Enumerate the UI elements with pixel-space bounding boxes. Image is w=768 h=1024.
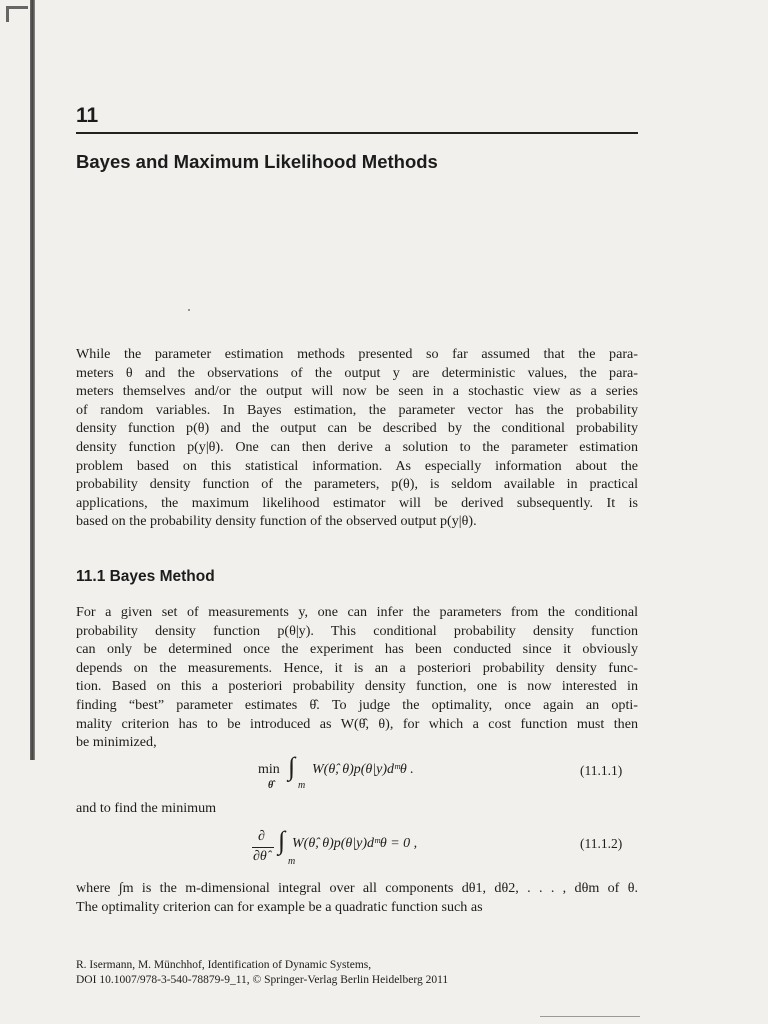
text-line: of random variables. In Bayes estimation, the parameter vector has the probability xyxy=(76,401,638,418)
partial-numerator: ∂ xyxy=(258,829,265,844)
text-line: The optimality criterion can for example be a quadratic function such as xyxy=(76,898,483,915)
chapter-number: 11 xyxy=(76,104,99,127)
text-line: While the parameter estimation methods presented so far assumed that the para- xyxy=(76,346,638,362)
min-subscript: θ̂ xyxy=(268,780,274,791)
footer-line: DOI 10.1007/978-3-540-78879-9_11, © Springer-Verlag Berlin Heidelberg 2011 xyxy=(76,974,449,986)
text-line: and to find the minimum xyxy=(76,800,217,816)
integral-subscript: m xyxy=(298,780,306,791)
equation-body: W(θ̂, θ)p(θ|y)dᵐθ . xyxy=(312,762,414,777)
text-line: density function p(y|θ). One can then derive a solution to the parameter estimation xyxy=(76,438,638,455)
text-line: mality criterion has to be introduced as W(θ̂, θ), for which a cost function must then xyxy=(76,715,638,732)
partial-denominator: ∂θ̂ xyxy=(253,849,267,864)
scan-speck xyxy=(188,309,190,311)
text-line: density function p(θ) and the output can be described by the conditional probability xyxy=(76,420,638,437)
equation-number: (11.1.2) xyxy=(580,836,623,851)
integral-sign: ∫ xyxy=(288,752,296,781)
scan-edge-line xyxy=(540,1016,640,1017)
chapter-title: Bayes and Maximum Likelihood Methods xyxy=(76,151,438,172)
text-line: be minimized, xyxy=(76,734,157,751)
equation-body: W(θ̂, θ)p(θ|y)dᵐθ = 0 , xyxy=(292,836,418,851)
book-spine-shadow xyxy=(30,0,35,760)
text-line: applications, the maximum likelihood estimator will be derived subsequently. It is xyxy=(76,494,638,511)
scan-corner-mark xyxy=(6,6,28,9)
integral-subscript: m xyxy=(288,856,296,867)
footer-line: R. Isermann, M. Münchhof, Identification of Dynamic Systems, xyxy=(76,959,372,971)
text-line: meters θ and the observations of the output y are deterministic values, the para- xyxy=(76,364,638,381)
min-operator: min xyxy=(258,762,280,777)
text-line: For a given set of measurements y, one can infer the parameters from the conditional xyxy=(76,604,638,620)
text-line: finding “best” parameter estimates θ̂. To judge the optimality, once again an opti- xyxy=(76,696,638,713)
intro-paragraph xyxy=(76,345,638,531)
section-paragraph xyxy=(76,603,638,752)
text-line: depends on the measurements. Hence, it is an a posteriori probability density func- xyxy=(76,659,638,676)
closing-paragraph xyxy=(76,879,638,916)
integral-sign: ∫ xyxy=(278,826,286,855)
section-heading: 11.1 Bayes Method xyxy=(76,568,215,585)
text-line: probability density function of the parameters, p(θ), is seldom available in practical xyxy=(76,476,638,493)
chapter-rule xyxy=(76,132,638,134)
text-line: tion. Based on this a posteriori probability density function, one is now interested in xyxy=(76,678,638,695)
fraction-bar xyxy=(252,847,274,848)
text-line: meters themselves and/or the output will now be seen in a stochastic view as a series xyxy=(76,383,638,400)
equation-number: (11.1.1) xyxy=(580,763,623,778)
citation-footer xyxy=(76,958,448,988)
text-line: can only be determined once the experiment has been conducted since it obviously xyxy=(76,641,638,658)
text-line: problem based on this statistical information. As especially information about the xyxy=(76,457,638,474)
text-line: based on the probability density function of the observed output p(y|θ). xyxy=(76,513,477,530)
text-line: where ∫m is the m-dimensional integral over all components dθ1, dθ2, . . . , dθm of θ. xyxy=(76,880,638,896)
scan-corner-mark xyxy=(6,6,9,22)
text-line: probability density function p(θ|y). This conditional probability density function xyxy=(76,622,638,639)
